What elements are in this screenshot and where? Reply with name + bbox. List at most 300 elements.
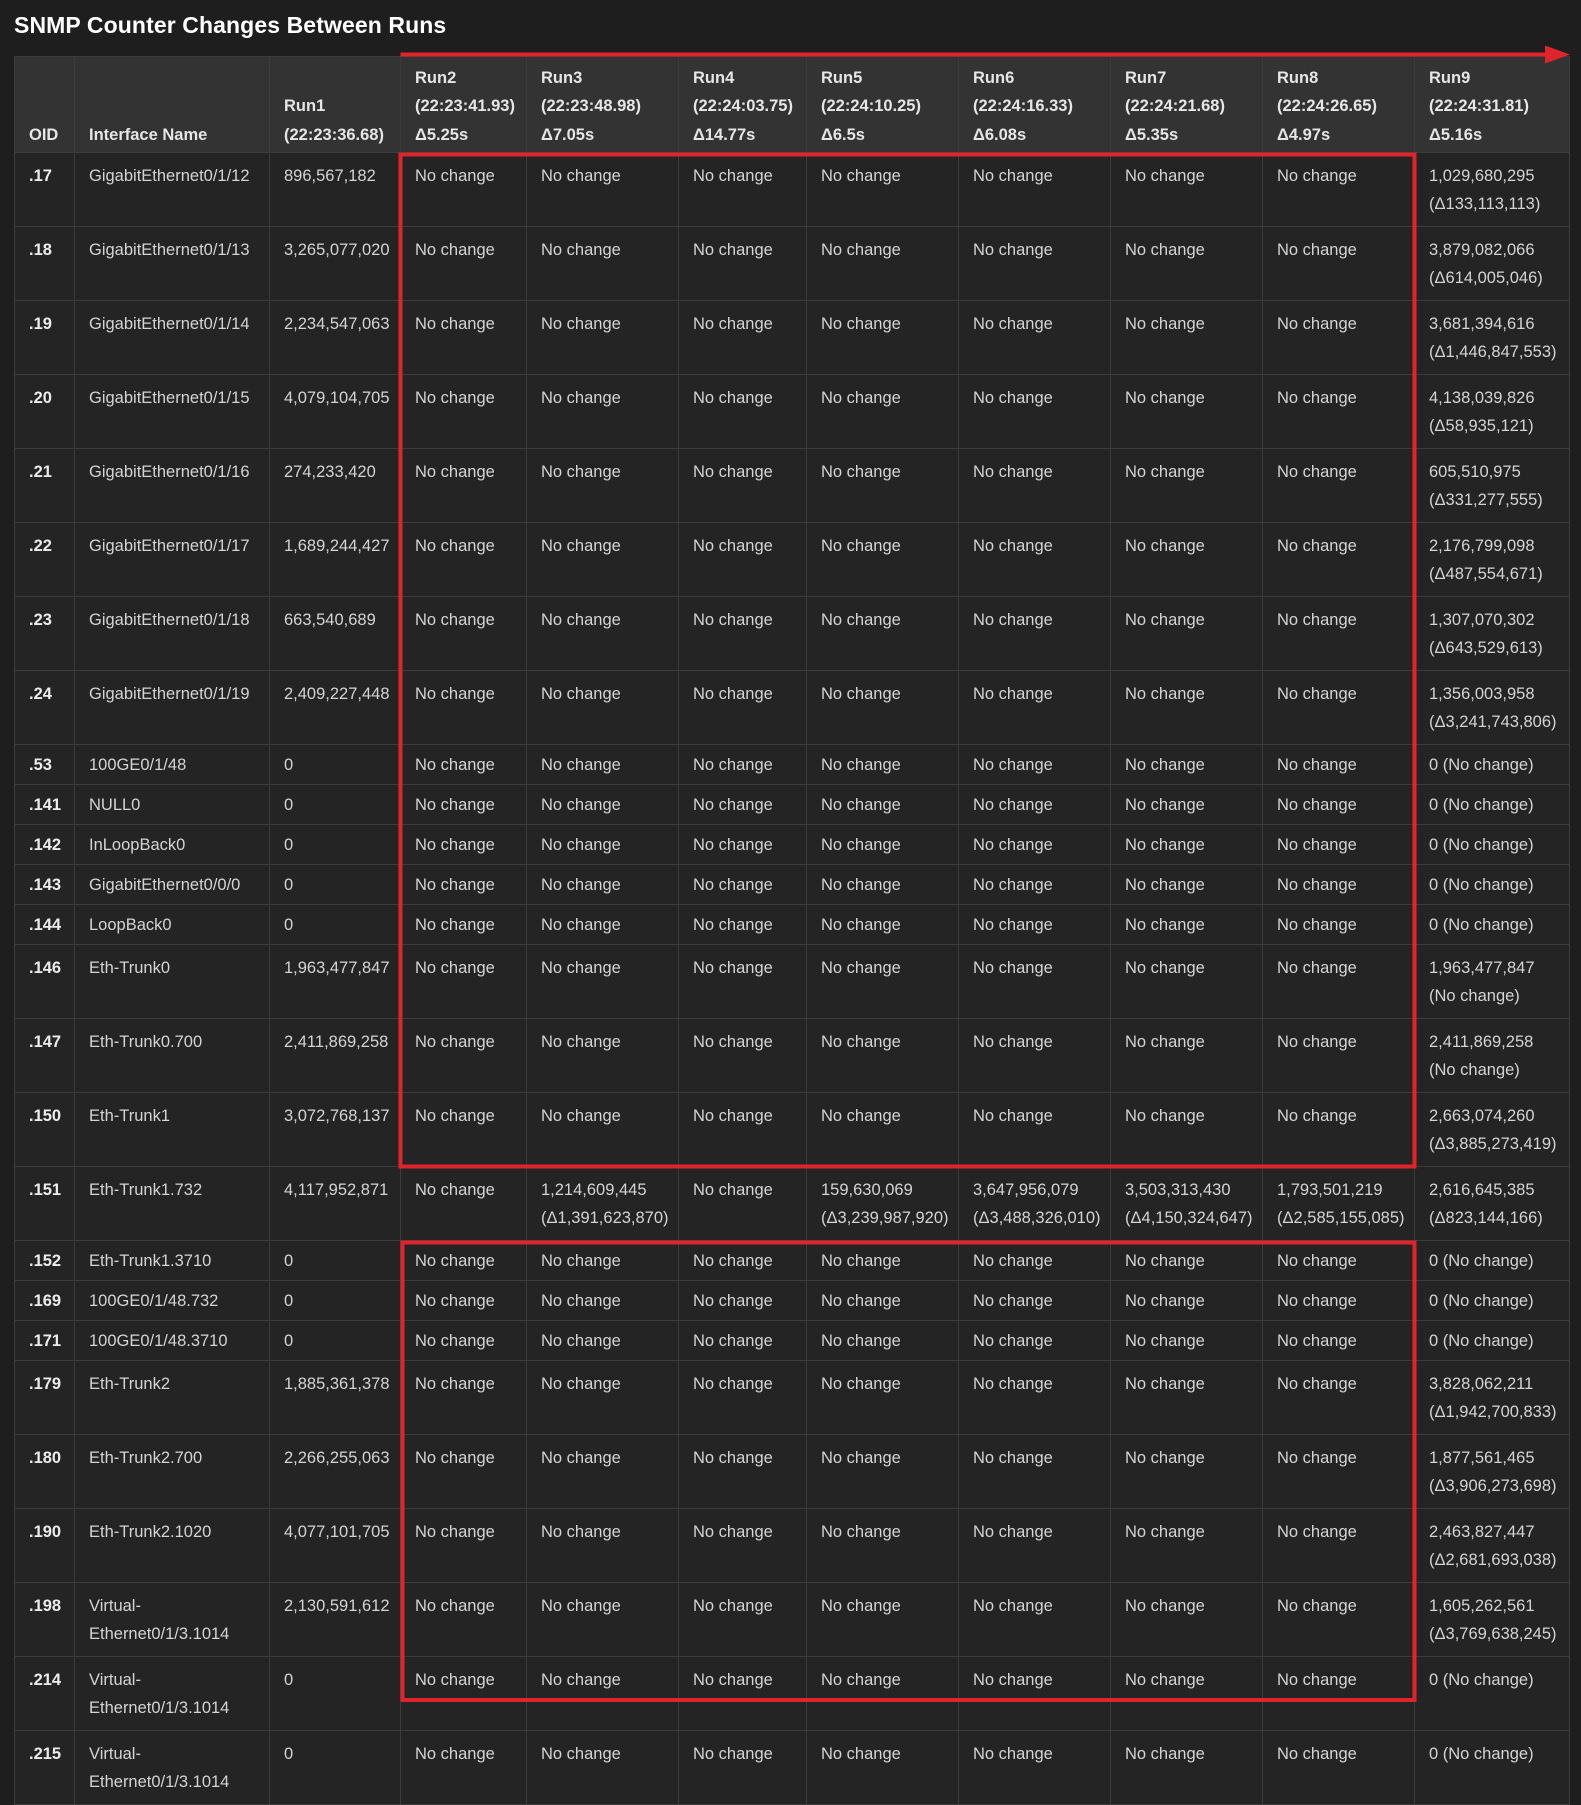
cell-value: 0 (No change) bbox=[1429, 1671, 1534, 1689]
cell-value: No change bbox=[541, 389, 621, 407]
table-row bbox=[15, 1093, 1570, 1167]
run2-cell bbox=[401, 1731, 527, 1805]
table-row bbox=[15, 597, 1570, 671]
run9-cell bbox=[1415, 825, 1570, 865]
run4-cell bbox=[679, 227, 807, 301]
cell-value: No change bbox=[693, 1252, 773, 1270]
cell-value: No change bbox=[1125, 315, 1205, 333]
cell-value: (Δ3,906,273,698) bbox=[1429, 1477, 1557, 1495]
run6-cell bbox=[959, 1019, 1111, 1093]
oid-cell: .143 bbox=[15, 865, 75, 905]
cell-value: No change bbox=[415, 1671, 495, 1689]
cell-value: 2,616,645,385 bbox=[1429, 1181, 1535, 1199]
run9-cell bbox=[1415, 1019, 1570, 1093]
cell-value: No change bbox=[1125, 796, 1205, 814]
cell-value: No change bbox=[973, 1449, 1053, 1467]
cell-value: (Δ1,446,847,553) bbox=[1429, 343, 1557, 361]
run8-cell bbox=[1263, 375, 1415, 449]
cell-value: No change bbox=[693, 1523, 773, 1541]
run2-cell bbox=[401, 301, 527, 375]
run9-cell bbox=[1415, 1731, 1570, 1805]
run1-cell: 2,409,227,448 bbox=[270, 671, 401, 745]
run6-cell bbox=[959, 227, 1111, 301]
cell-value: No change bbox=[1125, 1523, 1205, 1541]
cell-value: No change bbox=[1125, 1252, 1205, 1270]
cell-value: No change bbox=[821, 463, 901, 481]
oid-cell: .215 bbox=[15, 1731, 75, 1805]
header-run2 bbox=[401, 57, 527, 153]
run3-cell bbox=[527, 1093, 679, 1167]
run7-cell bbox=[1111, 1167, 1263, 1241]
cell-value: (Δ58,935,121) bbox=[1429, 417, 1534, 435]
interface-name-cell: GigabitEthernet0/0/0 bbox=[75, 865, 270, 905]
cell-value: No change bbox=[973, 537, 1053, 555]
oid-cell: .171 bbox=[15, 1321, 75, 1361]
cell-value: No change bbox=[821, 611, 901, 629]
run9-cell bbox=[1415, 375, 1570, 449]
run9-cell bbox=[1415, 1657, 1570, 1731]
cell-value: No change bbox=[1277, 537, 1357, 555]
cell-value: (Δ3,241,743,806) bbox=[1429, 713, 1557, 731]
cell-value: No change bbox=[693, 1292, 773, 1310]
header-line: (22:23:41.93) bbox=[415, 97, 515, 115]
run6-cell bbox=[959, 1657, 1111, 1731]
cell-value: (Δ823,144,166) bbox=[1429, 1209, 1543, 1227]
cell-value: No change bbox=[821, 1375, 901, 1393]
cell-value: No change bbox=[415, 685, 495, 703]
header-line: Run5 bbox=[821, 68, 863, 87]
run1-cell: 0 bbox=[270, 1281, 401, 1321]
cell-value: (Δ3,885,273,419) bbox=[1429, 1135, 1557, 1153]
run2-cell bbox=[401, 597, 527, 671]
cell-value: No change bbox=[541, 1332, 621, 1350]
run8-cell bbox=[1263, 1435, 1415, 1509]
header-line: Interface Name bbox=[89, 125, 208, 144]
run5-cell bbox=[807, 227, 959, 301]
run4-cell bbox=[679, 671, 807, 745]
run6-cell bbox=[959, 1281, 1111, 1321]
interface-name-cell: GigabitEthernet0/1/19 bbox=[75, 671, 270, 745]
cell-value: No change bbox=[693, 1033, 773, 1051]
run5-cell bbox=[807, 1657, 959, 1731]
interface-name-cell: Eth-Trunk2.700 bbox=[75, 1435, 270, 1509]
cell-value: No change bbox=[693, 463, 773, 481]
oid-cell: .19 bbox=[15, 301, 75, 375]
run1-cell: 3,072,768,137 bbox=[270, 1093, 401, 1167]
run1-cell: 4,077,101,705 bbox=[270, 1509, 401, 1583]
cell-value: 1,605,262,561 bbox=[1429, 1597, 1535, 1615]
cell-value: No change bbox=[973, 1745, 1053, 1763]
run7-cell bbox=[1111, 905, 1263, 945]
cell-value: No change bbox=[693, 1332, 773, 1350]
run6-cell bbox=[959, 671, 1111, 745]
run3-cell bbox=[527, 905, 679, 945]
table-row bbox=[15, 1321, 1570, 1361]
table-row bbox=[15, 905, 1570, 945]
cell-value: No change bbox=[415, 315, 495, 333]
run4-cell bbox=[679, 1019, 807, 1093]
cell-value: No change bbox=[973, 389, 1053, 407]
run4-cell bbox=[679, 153, 807, 227]
cell-value: No change bbox=[541, 241, 621, 259]
cell-value: (No change) bbox=[1429, 1061, 1520, 1079]
run1-cell: 2,130,591,612 bbox=[270, 1583, 401, 1657]
header-line: Run7 bbox=[1125, 68, 1167, 87]
header-line: Run9 bbox=[1429, 68, 1471, 87]
run1-cell: 4,079,104,705 bbox=[270, 375, 401, 449]
cell-value: No change bbox=[973, 1252, 1053, 1270]
interface-name-cell: GigabitEthernet0/1/15 bbox=[75, 375, 270, 449]
cell-value: No change bbox=[821, 1745, 901, 1763]
interface-name-cell: GigabitEthernet0/1/14 bbox=[75, 301, 270, 375]
oid-cell: .151 bbox=[15, 1167, 75, 1241]
cell-value: No change bbox=[1125, 1292, 1205, 1310]
run9-cell bbox=[1415, 745, 1570, 785]
run8-cell bbox=[1263, 905, 1415, 945]
run1-cell: 0 bbox=[270, 905, 401, 945]
cell-value: No change bbox=[821, 1597, 901, 1615]
run3-cell bbox=[527, 227, 679, 301]
cell-value: No change bbox=[1125, 389, 1205, 407]
run2-cell bbox=[401, 905, 527, 945]
cell-value: No change bbox=[973, 1523, 1053, 1541]
run1-cell: 0 bbox=[270, 1241, 401, 1281]
cell-value: No change bbox=[1277, 167, 1357, 185]
run7-cell bbox=[1111, 597, 1263, 671]
run4-cell bbox=[679, 945, 807, 1019]
run4-cell bbox=[679, 1321, 807, 1361]
header-interface-name bbox=[75, 57, 270, 153]
run9-cell bbox=[1415, 945, 1570, 1019]
cell-value: 0 (No change) bbox=[1429, 1252, 1534, 1270]
cell-value: No change bbox=[821, 1671, 901, 1689]
cell-value: No change bbox=[541, 685, 621, 703]
cell-value: No change bbox=[541, 1107, 621, 1125]
run3-cell bbox=[527, 1509, 679, 1583]
cell-value: No change bbox=[821, 1523, 901, 1541]
cell-value: No change bbox=[693, 1671, 773, 1689]
header-line: Run8 bbox=[1277, 68, 1319, 87]
cell-value: No change bbox=[541, 1292, 621, 1310]
run2-cell bbox=[401, 865, 527, 905]
cell-value: (Δ3,239,987,920) bbox=[821, 1209, 949, 1227]
run6-cell bbox=[959, 1093, 1111, 1167]
cell-value: No change bbox=[415, 1292, 495, 1310]
cell-value: No change bbox=[821, 315, 901, 333]
cell-value: No change bbox=[693, 315, 773, 333]
cell-value: No change bbox=[821, 241, 901, 259]
run7-cell bbox=[1111, 785, 1263, 825]
interface-name-cell: Eth-Trunk2.1020 bbox=[75, 1509, 270, 1583]
run8-cell bbox=[1263, 1731, 1415, 1805]
run6-cell bbox=[959, 449, 1111, 523]
run4-cell bbox=[679, 825, 807, 865]
cell-value: No change bbox=[973, 685, 1053, 703]
run1-cell: 0 bbox=[270, 1657, 401, 1731]
header-run9 bbox=[1415, 57, 1570, 153]
cell-value: No change bbox=[1277, 1597, 1357, 1615]
run5-cell bbox=[807, 375, 959, 449]
run5-cell bbox=[807, 825, 959, 865]
cell-value: No change bbox=[541, 916, 621, 934]
interface-name-cell: Eth-Trunk1.732 bbox=[75, 1167, 270, 1241]
table-row bbox=[15, 1281, 1570, 1321]
run8-cell bbox=[1263, 865, 1415, 905]
cell-value: No change bbox=[541, 463, 621, 481]
run6-cell bbox=[959, 1435, 1111, 1509]
cell-value: No change bbox=[693, 685, 773, 703]
cell-value: 1,963,477,847 bbox=[1429, 959, 1535, 977]
run2-cell bbox=[401, 1583, 527, 1657]
run8-cell bbox=[1263, 1019, 1415, 1093]
oid-cell: .53 bbox=[15, 745, 75, 785]
cell-value: No change bbox=[693, 167, 773, 185]
cell-value: No change bbox=[1125, 1332, 1205, 1350]
run3-cell bbox=[527, 1435, 679, 1509]
cell-value: (Δ3,488,326,010) bbox=[973, 1209, 1101, 1227]
run7-cell bbox=[1111, 1241, 1263, 1281]
table-row bbox=[15, 523, 1570, 597]
run3-cell bbox=[527, 1019, 679, 1093]
cell-value: 1,029,680,295 bbox=[1429, 167, 1535, 185]
cell-value: No change bbox=[693, 1449, 773, 1467]
cell-value: No change bbox=[415, 1449, 495, 1467]
run3-cell bbox=[527, 1361, 679, 1435]
run5-cell bbox=[807, 945, 959, 1019]
cell-value: No change bbox=[415, 1181, 495, 1199]
cell-value: No change bbox=[973, 1033, 1053, 1051]
interface-name-cell: GigabitEthernet0/1/16 bbox=[75, 449, 270, 523]
table-row bbox=[15, 153, 1570, 227]
cell-value: 0 (No change) bbox=[1429, 1745, 1534, 1763]
header-run3 bbox=[527, 57, 679, 153]
cell-value: No change bbox=[973, 167, 1053, 185]
run5-cell bbox=[807, 1731, 959, 1805]
interface-name-cell: Eth-Trunk2 bbox=[75, 1361, 270, 1435]
run1-cell: 1,963,477,847 bbox=[270, 945, 401, 1019]
run9-cell bbox=[1415, 227, 1570, 301]
run1-cell: 0 bbox=[270, 745, 401, 785]
run4-cell bbox=[679, 905, 807, 945]
table-row bbox=[15, 1361, 1570, 1435]
header-line: (22:24:21.68) bbox=[1125, 97, 1225, 115]
run1-cell: 4,117,952,871 bbox=[270, 1167, 401, 1241]
interface-name-cell: InLoopBack0 bbox=[75, 825, 270, 865]
header-run6 bbox=[959, 57, 1111, 153]
cell-value: No change bbox=[541, 756, 621, 774]
run1-cell: 0 bbox=[270, 865, 401, 905]
cell-value: No change bbox=[973, 876, 1053, 894]
cell-value: 1,356,003,958 bbox=[1429, 685, 1535, 703]
cell-value: No change bbox=[973, 463, 1053, 481]
cell-value: No change bbox=[1277, 1671, 1357, 1689]
run8-cell bbox=[1263, 1583, 1415, 1657]
run1-cell: 0 bbox=[270, 1321, 401, 1361]
cell-value: No change bbox=[1277, 1449, 1357, 1467]
run8-cell bbox=[1263, 945, 1415, 1019]
interface-name-cell: Virtual-Ethernet0/1/3.1014 bbox=[75, 1583, 270, 1657]
cell-value: 0 (No change) bbox=[1429, 916, 1534, 934]
cell-value: 0 (No change) bbox=[1429, 876, 1534, 894]
run5-cell bbox=[807, 523, 959, 597]
cell-value: (Δ3,769,638,245) bbox=[1429, 1625, 1557, 1643]
oid-cell: .150 bbox=[15, 1093, 75, 1167]
cell-value: No change bbox=[821, 959, 901, 977]
run1-cell: 1,689,244,427 bbox=[270, 523, 401, 597]
run2-cell bbox=[401, 375, 527, 449]
run2-cell bbox=[401, 945, 527, 1019]
run3-cell bbox=[527, 1241, 679, 1281]
run1-cell: 896,567,182 bbox=[270, 153, 401, 227]
cell-value: No change bbox=[1277, 1292, 1357, 1310]
run7-cell bbox=[1111, 523, 1263, 597]
cell-value: No change bbox=[821, 1252, 901, 1270]
run5-cell bbox=[807, 671, 959, 745]
cell-value: No change bbox=[415, 389, 495, 407]
run6-cell bbox=[959, 1241, 1111, 1281]
run5-cell bbox=[807, 1321, 959, 1361]
run7-cell bbox=[1111, 449, 1263, 523]
cell-value: 3,503,313,430 bbox=[1125, 1181, 1231, 1199]
cell-value: No change bbox=[415, 796, 495, 814]
header-line: (22:24:03.75) bbox=[693, 97, 793, 115]
header-line: (22:24:31.81) bbox=[1429, 97, 1529, 115]
run7-cell bbox=[1111, 1321, 1263, 1361]
cell-value: No change bbox=[1125, 463, 1205, 481]
cell-value: No change bbox=[1277, 463, 1357, 481]
run5-cell bbox=[807, 1435, 959, 1509]
cell-value: No change bbox=[821, 1033, 901, 1051]
cell-value: 3,681,394,616 bbox=[1429, 315, 1535, 333]
cell-value: (Δ1,942,700,833) bbox=[1429, 1403, 1557, 1421]
cell-value: No change bbox=[1277, 611, 1357, 629]
cell-value: No change bbox=[541, 315, 621, 333]
header-oid bbox=[15, 57, 75, 153]
oid-cell: .214 bbox=[15, 1657, 75, 1731]
run5-cell bbox=[807, 865, 959, 905]
oid-cell: .24 bbox=[15, 671, 75, 745]
run8-cell bbox=[1263, 785, 1415, 825]
cell-value: No change bbox=[693, 1745, 773, 1763]
cell-value: No change bbox=[973, 1671, 1053, 1689]
run2-cell bbox=[401, 1093, 527, 1167]
cell-value: No change bbox=[821, 537, 901, 555]
cell-value: No change bbox=[821, 1449, 901, 1467]
run9-cell bbox=[1415, 671, 1570, 745]
run8-cell bbox=[1263, 1361, 1415, 1435]
cell-value: No change bbox=[693, 537, 773, 555]
cell-value: No change bbox=[693, 389, 773, 407]
run6-cell bbox=[959, 1321, 1111, 1361]
run3-cell bbox=[527, 449, 679, 523]
run4-cell bbox=[679, 1093, 807, 1167]
run5-cell bbox=[807, 1093, 959, 1167]
run6-cell bbox=[959, 1731, 1111, 1805]
run9-cell bbox=[1415, 1167, 1570, 1241]
run7-cell bbox=[1111, 301, 1263, 375]
oid-cell: .198 bbox=[15, 1583, 75, 1657]
table-body bbox=[15, 153, 1570, 1805]
run4-cell bbox=[679, 745, 807, 785]
run6-cell bbox=[959, 1361, 1111, 1435]
cell-value: No change bbox=[973, 1332, 1053, 1350]
run3-cell bbox=[527, 301, 679, 375]
header-run5 bbox=[807, 57, 959, 153]
cell-value: 1,877,561,465 bbox=[1429, 1449, 1535, 1467]
table-row bbox=[15, 785, 1570, 825]
cell-value: No change bbox=[1277, 1332, 1357, 1350]
run4-cell bbox=[679, 785, 807, 825]
header-line: Δ6.08s bbox=[973, 125, 1027, 144]
cell-value: No change bbox=[541, 1375, 621, 1393]
run9-cell bbox=[1415, 1241, 1570, 1281]
header-line: Run1 bbox=[284, 97, 326, 115]
run8-cell bbox=[1263, 1321, 1415, 1361]
cell-value: No change bbox=[821, 876, 901, 894]
run3-cell bbox=[527, 671, 679, 745]
cell-value: No change bbox=[1125, 1671, 1205, 1689]
cell-value: No change bbox=[415, 1597, 495, 1615]
run6-cell bbox=[959, 905, 1111, 945]
run2-cell bbox=[401, 153, 527, 227]
table-row bbox=[15, 825, 1570, 865]
run4-cell bbox=[679, 301, 807, 375]
run2-cell bbox=[401, 1167, 527, 1241]
run5-cell bbox=[807, 1241, 959, 1281]
cell-value: No change bbox=[415, 241, 495, 259]
cell-value: No change bbox=[1277, 796, 1357, 814]
run7-cell bbox=[1111, 1509, 1263, 1583]
table-row bbox=[15, 1019, 1570, 1093]
run9-cell bbox=[1415, 1509, 1570, 1583]
run7-cell bbox=[1111, 1093, 1263, 1167]
cell-value: (Δ2,681,693,038) bbox=[1429, 1551, 1557, 1569]
cell-value: No change bbox=[1277, 685, 1357, 703]
run9-cell bbox=[1415, 1093, 1570, 1167]
cell-value: No change bbox=[693, 1181, 773, 1199]
run5-cell bbox=[807, 1509, 959, 1583]
cell-value: No change bbox=[1125, 756, 1205, 774]
header-line: Δ5.35s bbox=[1125, 125, 1179, 144]
run2-cell bbox=[401, 785, 527, 825]
oid-cell: .20 bbox=[15, 375, 75, 449]
cell-value: No change bbox=[1125, 537, 1205, 555]
cell-value: No change bbox=[1277, 315, 1357, 333]
interface-name-cell: Virtual-Ethernet0/1/3.1014 bbox=[75, 1657, 270, 1731]
run4-cell bbox=[679, 865, 807, 905]
run9-cell bbox=[1415, 785, 1570, 825]
cell-value: No change bbox=[415, 959, 495, 977]
run3-cell bbox=[527, 1731, 679, 1805]
header-line: Run4 bbox=[693, 68, 735, 87]
run6-cell bbox=[959, 785, 1111, 825]
run5-cell bbox=[807, 1361, 959, 1435]
run3-cell bbox=[527, 1657, 679, 1731]
cell-value: No change bbox=[973, 916, 1053, 934]
cell-value: No change bbox=[1277, 241, 1357, 259]
run7-cell bbox=[1111, 153, 1263, 227]
run7-cell bbox=[1111, 1657, 1263, 1731]
header-line: Δ5.16s bbox=[1429, 125, 1483, 144]
table-row bbox=[15, 1583, 1570, 1657]
cell-value: No change bbox=[693, 1375, 773, 1393]
run2-cell bbox=[401, 671, 527, 745]
run4-cell bbox=[679, 375, 807, 449]
counter-table bbox=[14, 56, 1570, 1805]
cell-value: 1,793,501,219 bbox=[1277, 1181, 1383, 1199]
run9-cell bbox=[1415, 1281, 1570, 1321]
cell-value: (No change) bbox=[1429, 987, 1520, 1005]
